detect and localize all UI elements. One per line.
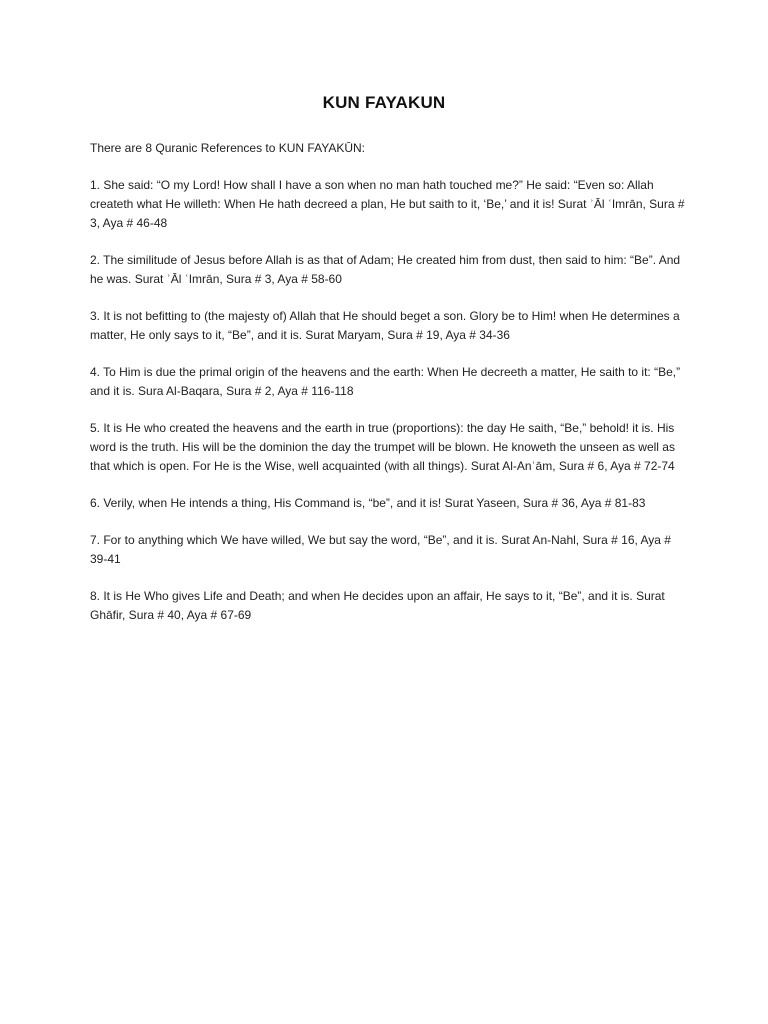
reference-paragraph-3: 3. It is not befitting to (the majesty of) Allah that He should beget a son. Glory be to Him! when He determines a matter, He only says to it, “Be”, and it is. Surat Maryam, Sura # 19, Aya # 34-36 (90, 309, 680, 342)
document-body (90, 139, 686, 643)
reference-paragraph-2: 2. The similitude of Jesus before Allah is as that of Adam; He created him from dust, then said to him: “Be”. And he was. Surat ʾĀl ʿImrān, Sura # 3, Aya # 58-60 (90, 253, 681, 286)
reference-paragraph-5: 5. It is He who created the heavens and the earth in true (proportions): the day He saith, “Be,” behold! it is. His word is the truth. His will be the dominion the day the trumpet will be blown. He knoweth the unseen as well as that which is open. For He is the Wise, well acquainted (with all things). Surat Al-Anʿām, Sura # 6, Aya # 72-74 (90, 421, 675, 473)
reference-paragraph-8: 8. It is He Who gives Life and Death; and when He decides upon an affair, He says to it, “Be”, and it is. Surat Ghāfir, Sura # 40, Aya # 67-69 (90, 589, 665, 622)
document-title: KUN FAYAKUN (322, 93, 446, 112)
reference-paragraph-4: 4. To Him is due the primal origin of the heavens and the earth: When He decreeth a matter, He saith to it: “Be,” and it is. Sura Al-Baqara, Sura # 2, Aya # 116-118 (90, 365, 681, 398)
intro-paragraph: There are 8 Quranic References to KUN FAYAKŪN: (90, 141, 365, 155)
reference-paragraph-7: 7. For to anything which We have willed, We but say the word, “Be”, and it is. Surat An-Nahl, Sura # 16, Aya # 39-41 (90, 533, 671, 566)
reference-paragraph-1: 1. She said: “O my Lord! How shall I have a son when no man hath touched me?” He said: “Even so: Allah createth what He willeth: When He hath decreed a plan, He but saith to it, ‘Be,’ and it is! Surat ʾĀl ʿImrān, Sura # 3, Aya # 46-48 (90, 178, 685, 230)
reference-paragraph-6: 6. Verily, when He intends a thing, His Command is, “be”, and it is! Surat Yaseen, Sura # 36, Aya # 81-83 (90, 496, 646, 510)
